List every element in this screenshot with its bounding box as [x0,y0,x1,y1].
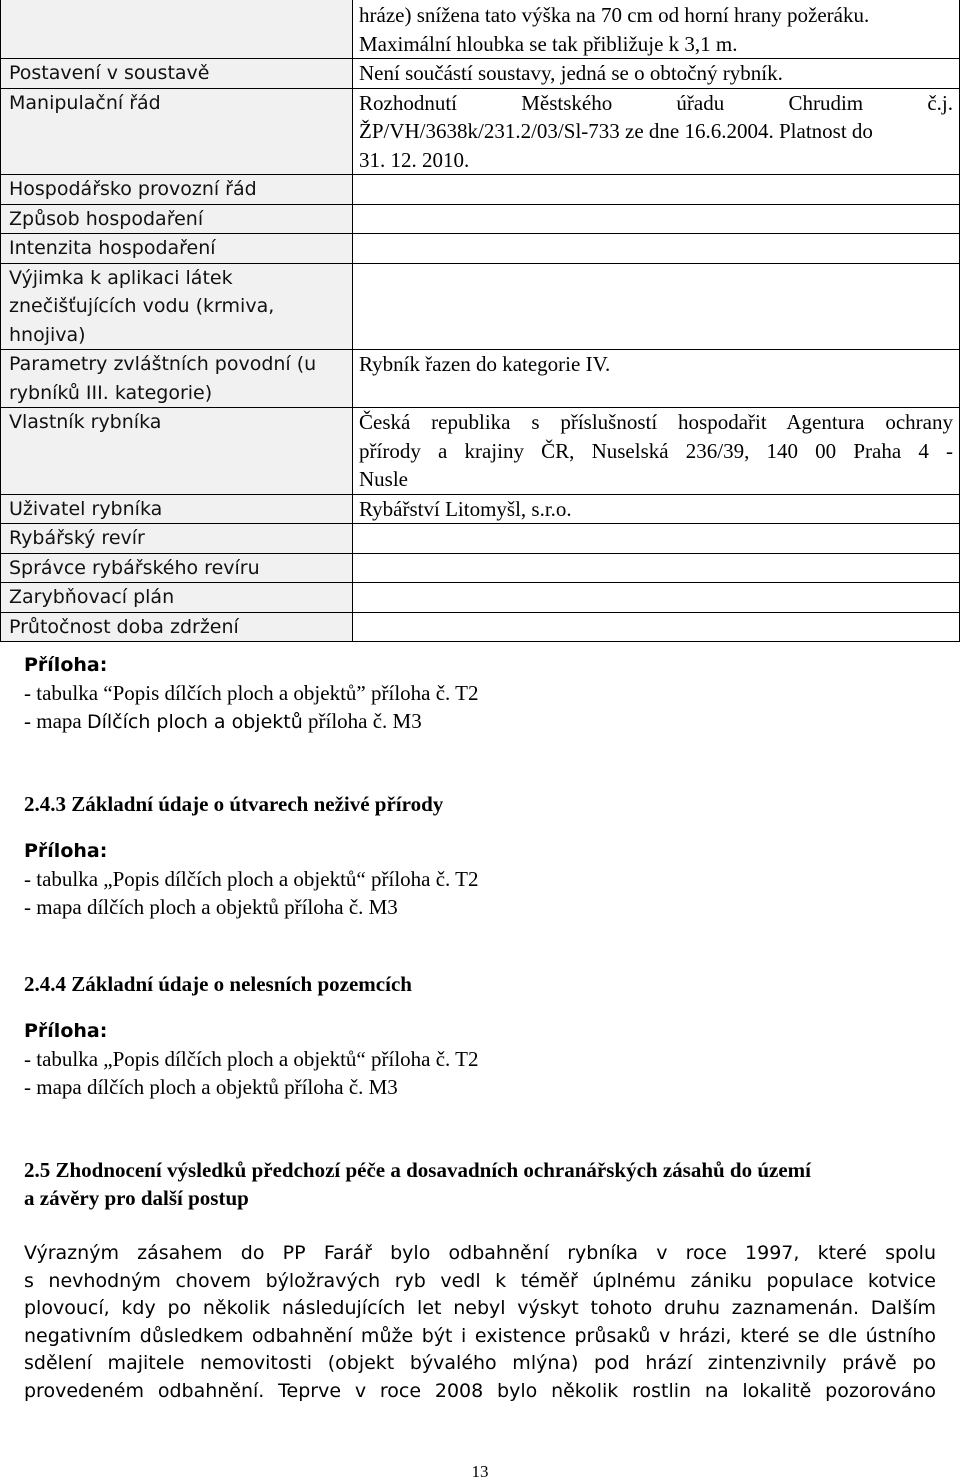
row-label: Rybářský revír [1,524,353,554]
table-row [1,263,960,350]
section-heading: 2.4.3 Základní údaje o útvarech neživé přírody [24,792,444,816]
attachment-block [24,837,936,921]
section-2-5 [24,1156,936,1212]
attachment-block [24,1017,936,1101]
row-value: Rybářství Litomyšl, s.r.o. [353,494,960,524]
table-row [1,175,960,205]
attachment-heading: Příloha: [24,1020,108,1042]
table-row [1,88,960,175]
table-row [1,408,960,495]
table-row [1,612,960,642]
section-2-4-3 [24,790,936,818]
row-label: Zarybňovací plán [1,583,353,613]
row-label: Intenzita hospodaření [1,234,353,264]
attachment-line: - tabulka „Popis dílčích ploch a objektů“ příloha č. T2 [24,1047,479,1071]
table-row [1,0,960,59]
row-value: Není součástí soustavy, jedná se o obtočný rybník. [353,59,960,89]
row-value [353,175,960,205]
attachment-block [24,651,936,736]
row-value [353,553,960,583]
row-label: Správce rybářského revíru [1,553,353,583]
row-label: Parametry zvláštních povodní (u rybníků III. kategorie) [1,350,353,408]
attachment-heading: Příloha: [24,654,108,676]
row-value [353,204,960,234]
section-heading: 2.4.4 Základní údaje o nelesních pozemcích [24,972,412,996]
section-heading: 2.5 Zhodnocení výsledků předchozí péče a dosavadních ochranářských zásahů do území [24,1158,812,1182]
body-paragraph: Výrazným zásahem do PP Farář bylo odbahnění rybníka v roce 1997, které spolu s nevhodným chovem býložravých ryb vedl k téměř úplnému zániku populace kotvice plovoucí, kdy po několik následujících let nebyl výskyt tohoto druhu zaznamenán. Dalším negativním důsledkem odbahnění může být i existence průsaků v hrázi, které se dle ústního sdělení majitele nemovitosti (objekt bývalého mlýna) pod hrází zintenzivnily právě po provedeném odbahnění. Teprve v roce 2008 bylo několik rostlin na lokalitě pozorováno [24,1242,936,1402]
row-value: Rybník řazen do kategorie IV. [353,350,960,408]
row-value [353,583,960,613]
row-value: hráze) snížena tato výška na 70 cm od horní hrany požeráku. Maximální hloubka se tak přibližuje k 3,1 m. [353,0,960,59]
row-label: Průtočnost doba zdržení [1,612,353,642]
table-row [1,59,960,89]
row-label: Manipulační řád [1,88,353,175]
page-number: 13 [471,1462,489,1481]
table-row [1,553,960,583]
attachment-line: - tabulka „Popis dílčích ploch a objektů“ příloha č. T2 [24,867,479,891]
row-value [353,263,960,350]
row-value [353,524,960,554]
row-label: Uživatel rybníka [1,494,353,524]
attachment-heading: Příloha: [24,840,108,862]
pond-info-table [0,0,960,642]
attachment-line: - mapa dílčích ploch a objektů příloha č. M3 [24,1075,398,1099]
row-label [1,0,353,59]
table-row [1,524,960,554]
row-label: Vlastník rybníka [1,408,353,495]
row-label: Postavení v soustavě [1,59,353,89]
table-row [1,234,960,264]
table-row [1,350,960,408]
row-label: Výjimka k aplikaci látek znečišťujících vodu (krmiva, hnojiva) [1,263,353,350]
row-value [353,234,960,264]
table-row [1,494,960,524]
row-value: Česká republika s příslušností hospodařit Agentura ochrany přírody a krajiny ČR, Nuselská 236/39, 140 00 Praha 4 - Nusle [353,408,960,495]
row-label: Způsob hospodaření [1,204,353,234]
table-row [1,204,960,234]
section-heading-cont: a závěry pro další postup [24,1186,249,1210]
row-label: Hospodářsko provozní řád [1,175,353,205]
table-row [1,583,960,613]
attachment-line: - mapa Dílčích ploch a objektů příloha č. M3 [24,709,422,733]
attachment-line: - mapa dílčích ploch a objektů příloha č. M3 [24,895,398,919]
row-value: Rozhodnutí Městského úřadu Chrudim č.j. ŽP/VH/3638k/231.2/03/Sl-733 ze dne 16.6.2004. Platnost do 31. 12. 2010. [353,88,960,175]
attachment-line: - tabulka “Popis dílčích ploch a objektů” příloha č. T2 [24,681,479,705]
section-2-4-4 [24,970,936,998]
row-value [353,612,960,642]
